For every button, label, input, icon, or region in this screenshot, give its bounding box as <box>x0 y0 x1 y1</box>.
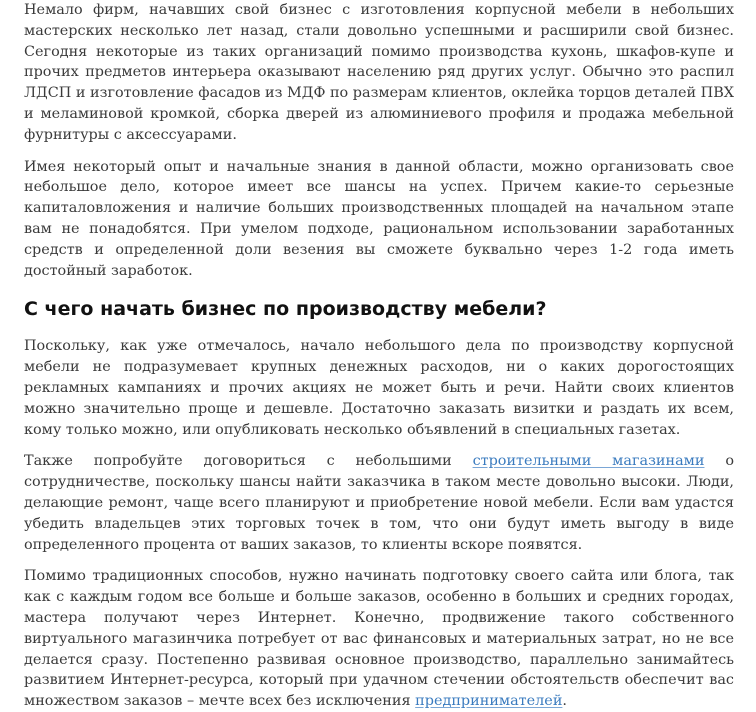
paragraph-website-text-before: Помимо традиционных способов, нужно начинать подготовку своего сайта или блога, так как с каждым годом все больше и больше заказов, особенно в больших и средних городах, мастера получают через Интернет. Конечно, продвижение такого собственного виртуального магазинчика потребует от вас финансовых и материальных затрат, но не все делается сразу. Постепенно развивая основное производство, параллельно занимайтесь развитием Интернет-ресурса, который при удачном стечении обстоятельств обеспечит вас множеством заказов – мечте всех без исключения <box>24 568 734 710</box>
article-body <box>24 0 734 712</box>
construction-stores-link[interactable]: строительными магазинами <box>472 453 705 470</box>
paragraph-shops-text-after: о сотрудничестве, поскольку шансы найти заказчика в таком месте довольно высоки. Люди, делающие ремонт, чаще всего планируют и приобретение новой мебели. Если вам удастся убедить владельцев этих торговых точек в том, что они будут иметь выгоду в виде определенного процента от ваших заказов, то клиенты вскоре появятся. <box>24 453 734 553</box>
paragraph-intro: Немало фирм, начавших свой бизнес с изготовления корпусной мебели в небольших мастерских несколько лет назад, стали довольно успешными и расширили свой бизнес. Сегодня некоторые из таких организаций помимо производства кухонь, шкафов-купе и прочих предметов интерьера оказывают населению ряд других услуг. Обычно это распил ЛДСП и изготовление фасадов из МДФ по размерам клиентов, оклейка торцов деталей ПВХ и меламиновой кромкой, сборка дверей из алюминиевого профиля и продажа мебельной фурнитуры с аксессуарами. <box>24 2 735 143</box>
paragraph-shops-text-before: Также попробуйте договориться с небольшими <box>24 453 473 470</box>
paragraph-website-text-after: . <box>562 693 567 710</box>
section-heading: С чего начать бизнес по производству мебели? <box>24 298 547 321</box>
paragraph-website <box>24 566 734 712</box>
paragraph-experience: Имея некоторый опыт и начальные знания в данной области, можно организовать свое небольшое дело, которое имеет все шансы на успех. Причем какие-то серьезные капиталовложения и наличие больших производственных площадей на начальном этапе вам не понадобятся. При умелом подходе, рациональном использовании заработанных средств и определенной доли везения вы сможете буквально через 1-2 года иметь достойный заработок. <box>24 158 734 279</box>
paragraph-shops <box>24 451 734 555</box>
paragraph-advertising: Поскольку, как уже отмечалось, начало небольшого дела по производству корпусной мебели не подразумевает крупных денежных расходов, ни о каких дорогостоящих рекламных кампаниях и прочих акциях не может быть и речи. Найти своих клиентов можно значительно проще и дешевле. Достаточно заказать визитки и раздать их всем, кому только можно, или опубликовать несколько объявлений в специальных газетах. <box>24 338 734 438</box>
entrepreneurs-link[interactable]: предпринимателей <box>415 693 563 710</box>
